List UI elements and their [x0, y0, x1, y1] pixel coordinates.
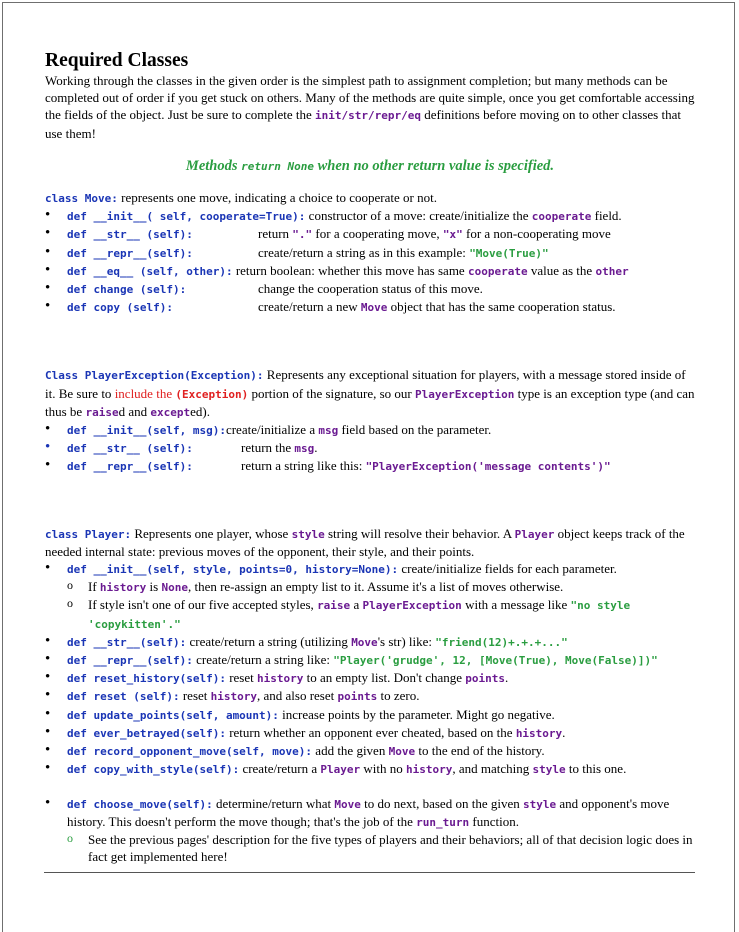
- method-signature: def __repr__(self):: [67, 460, 193, 474]
- method-desc: return a string like this:: [241, 458, 366, 474]
- list-item: [45, 560, 695, 633]
- method-signature: def __repr__(self):: [67, 654, 193, 668]
- inline-code: "Move(True)": [469, 246, 549, 260]
- method-desc: return the: [241, 440, 295, 456]
- list-item: [45, 651, 695, 669]
- method-signature: def change (self):: [67, 283, 187, 297]
- section-text: portion of the signature, so our: [248, 385, 416, 401]
- inline-code: msg: [318, 424, 339, 438]
- choose-move-sublist: [67, 831, 695, 865]
- return-none-note: [45, 158, 695, 175]
- red-note: include the: [114, 385, 176, 401]
- list-item: [45, 262, 695, 280]
- sub-text: If: [88, 579, 100, 595]
- list-item: [45, 706, 695, 724]
- inline-code: raise: [317, 599, 351, 613]
- method-desc: .: [505, 670, 509, 686]
- method-signature: def __init__(self, style, points=0, history=None):: [67, 563, 399, 577]
- player-header: [45, 525, 695, 560]
- inline-code: style: [291, 527, 325, 541]
- method-signature: def __init__( self, cooperate=True):: [67, 210, 306, 224]
- method-desc: change the cooperation status of this move.: [258, 281, 483, 297]
- method-desc: create/initialize fields for each parameter.: [398, 561, 617, 577]
- list-item: [45, 280, 695, 298]
- red-code: (Exception): [175, 387, 249, 401]
- page-title: Required Classes: [45, 50, 189, 71]
- method-desc: function.: [469, 813, 519, 829]
- intro-text: Working through the classes in the given order is the simplest path to assignment completion; but many methods can be completed out of order if you get stuck on others. Many of the methods are quite simple, once you get comfortable accessing the fields of the object. Just be sure to complete the: [45, 73, 695, 123]
- sub-text: with a message like: [461, 597, 571, 613]
- inline-code: Move: [334, 797, 361, 811]
- method-desc: increase points by the parameter. Might go negative.: [278, 706, 555, 722]
- method-signature: def __str__(self):: [67, 635, 187, 649]
- inline-code: points: [465, 672, 506, 686]
- inline-code: style: [532, 763, 566, 777]
- inline-code: "Player('grudge', 12, [Move(True), Move(False)])": [333, 654, 658, 668]
- inline-code: Player: [514, 527, 555, 541]
- list-item: [45, 724, 695, 742]
- inline-code: None: [161, 581, 188, 595]
- move-method-list: [45, 207, 695, 316]
- method-signature: def update_points(self, amount):: [67, 708, 279, 722]
- inline-code: "x": [442, 228, 463, 242]
- sub-text: a: [350, 597, 363, 613]
- section-text: ed).: [190, 403, 210, 419]
- method-signature: def choose_move(self):: [67, 797, 213, 811]
- section-text: string will resolve their behavior. A: [324, 525, 515, 541]
- document-page: [45, 50, 695, 865]
- sub-text: , then re-assign an empty list to it. Assume it's a list of moves otherwise.: [187, 579, 564, 595]
- sub-text: If style isn't one of our five accepted styles,: [88, 597, 318, 613]
- note-text-end: when no other return value is specified.: [313, 157, 555, 174]
- intro-text-end: definitions before moving on to other classes that use them!: [45, 107, 681, 141]
- move-header: [45, 189, 695, 207]
- list-item: [45, 225, 695, 243]
- inline-code: Move: [360, 301, 388, 315]
- inline-code: "PlayerException('message contents')": [365, 460, 611, 474]
- player-section: [45, 525, 695, 866]
- inline-code: run_turn: [416, 815, 470, 829]
- move-desc: represents one move, indicating a choice to cooperate or not.: [117, 190, 437, 206]
- list-item: [45, 742, 695, 760]
- list-item: [45, 421, 695, 439]
- inline-code: history: [406, 763, 453, 777]
- player-exception-section: [45, 366, 695, 475]
- inline-code: msg: [294, 442, 315, 456]
- method-signature: def __init__(self, msg):: [67, 424, 226, 438]
- list-item: [45, 457, 695, 475]
- sub-text: See the previous pages' description for the five types of players and their behaviors; all of that decision logic does in fact get implemented here!: [88, 831, 693, 865]
- method-desc: return: [258, 226, 293, 242]
- inline-code: history: [99, 581, 147, 595]
- method-desc: , and also reset: [257, 688, 338, 704]
- method-desc: to an empty list. Don't change: [303, 670, 466, 686]
- inline-code: "no style 'copykitten'.": [88, 599, 631, 631]
- inline-code: raise: [85, 405, 119, 419]
- inline-code: points: [337, 690, 378, 704]
- move-class-sig: class Move:: [45, 192, 118, 206]
- list-item: [45, 439, 695, 457]
- inline-code: Player: [320, 763, 361, 777]
- player-method-list: [45, 560, 695, 778]
- method-desc: value as the: [527, 262, 596, 278]
- section-text: d and: [118, 403, 151, 419]
- inline-code: history: [515, 726, 563, 740]
- list-item: [45, 633, 695, 651]
- init-sublist: [67, 578, 695, 633]
- sub-text: is: [146, 579, 162, 595]
- inline-code: Move: [388, 745, 416, 759]
- inline-code: ".": [292, 228, 313, 242]
- method-signature: def __str__ (self):: [67, 442, 193, 456]
- section-text: Represents any exceptional situation for players, with a message stored inside of it. Be sure to: [45, 367, 686, 401]
- list-item: [45, 669, 695, 687]
- list-item: [45, 207, 695, 225]
- inline-code: Move: [351, 635, 378, 649]
- method-desc: add the given: [312, 743, 389, 759]
- method-desc: create/return a string like:: [192, 652, 334, 668]
- sub-list-item: [67, 596, 695, 632]
- method-desc: reset: [225, 670, 257, 686]
- method-desc: , and matching: [452, 761, 533, 777]
- method-desc: field.: [591, 208, 622, 224]
- inline-code: "friend(12)+.+.+...": [435, 635, 568, 649]
- inline-code: cooperate: [467, 264, 528, 278]
- sub-list-item: [67, 831, 695, 865]
- method-signature: def __str__ (self):: [67, 228, 193, 242]
- list-item: [45, 795, 695, 866]
- method-signature: def copy_with_style(self):: [67, 763, 240, 777]
- sub-list-item: [67, 578, 695, 596]
- inline-code: PlayerException: [415, 387, 515, 401]
- method-desc: .: [562, 724, 566, 740]
- method-desc: create/return a new: [258, 299, 361, 315]
- method-desc: object that has the same cooperation status.: [387, 299, 616, 315]
- section-text: Represents one player, whose: [131, 525, 292, 541]
- inline-code: other: [595, 264, 629, 278]
- inline-code: style: [522, 797, 557, 811]
- method-desc: determine/return what: [212, 795, 335, 811]
- list-item: [45, 244, 695, 262]
- section-text: object keeps track of the needed internal state: previous moves of the opponent, their style, and their points.: [45, 525, 685, 559]
- method-desc: .: [314, 440, 318, 456]
- method-signature: def reset_history(self):: [67, 672, 226, 686]
- method-desc: and opponent's move history. This doesn't perform the move though; that's the job of the: [67, 795, 670, 829]
- method-desc: 's str) like:: [377, 633, 436, 649]
- method-desc: create/return a string as in this example:: [258, 244, 470, 260]
- inline-code: PlayerException: [362, 599, 462, 613]
- inline-code: history: [210, 690, 257, 704]
- method-desc: constructor of a move: create/initialize the: [305, 208, 532, 224]
- method-desc: return whether an opponent ever cheated, based on the: [225, 724, 516, 740]
- method-desc: to the end of the history.: [415, 743, 545, 759]
- player-exception-header: [45, 366, 695, 421]
- inline-code: history: [257, 672, 304, 686]
- player-class-sig: class Player:: [45, 527, 132, 541]
- intro-paragraph: [45, 72, 695, 142]
- method-signature: def ever_betrayed(self):: [67, 726, 226, 740]
- inline-code: cooperate: [531, 210, 592, 224]
- list-item: [45, 298, 695, 316]
- method-desc: for a cooperating move,: [312, 226, 443, 242]
- list-item: [45, 760, 695, 778]
- method-desc: to this one.: [565, 761, 627, 777]
- section-text: type is an exception type (and can thus be: [45, 385, 695, 419]
- note-code: return None: [241, 159, 314, 173]
- method-signature: def record_opponent_move(self, move):: [67, 745, 313, 759]
- method-desc: field based on the parameter.: [338, 422, 492, 438]
- method-desc: create/return a: [239, 761, 321, 777]
- choose-move-list: [45, 795, 695, 866]
- player-exception-class-sig: Class PlayerException(Exception):: [45, 369, 264, 383]
- method-signature: def copy (self):: [67, 301, 173, 315]
- method-signature: def __repr__(self):: [67, 246, 193, 260]
- method-signature: def reset (self):: [67, 690, 180, 704]
- method-desc: create/return a string (utilizing: [186, 633, 352, 649]
- inline-code: except: [150, 405, 191, 419]
- bottom-divider: [44, 872, 695, 873]
- move-section: [45, 189, 695, 316]
- player-exception-method-list: [45, 421, 695, 476]
- method-desc: to zero.: [377, 688, 420, 704]
- method-signature: def __eq__ (self, other):: [67, 264, 233, 278]
- intro-code: init/str/repr/eq: [315, 109, 422, 123]
- list-item: [45, 687, 695, 705]
- method-desc: to do next, based on the given: [360, 795, 523, 811]
- method-desc: return boolean: whether this move has same: [232, 262, 468, 278]
- method-desc: for a non-cooperating move: [462, 226, 611, 242]
- method-desc: create/initialize a: [225, 422, 319, 438]
- method-desc: with no: [360, 761, 407, 777]
- note-text: Methods: [185, 157, 242, 174]
- method-desc: reset: [179, 688, 211, 704]
